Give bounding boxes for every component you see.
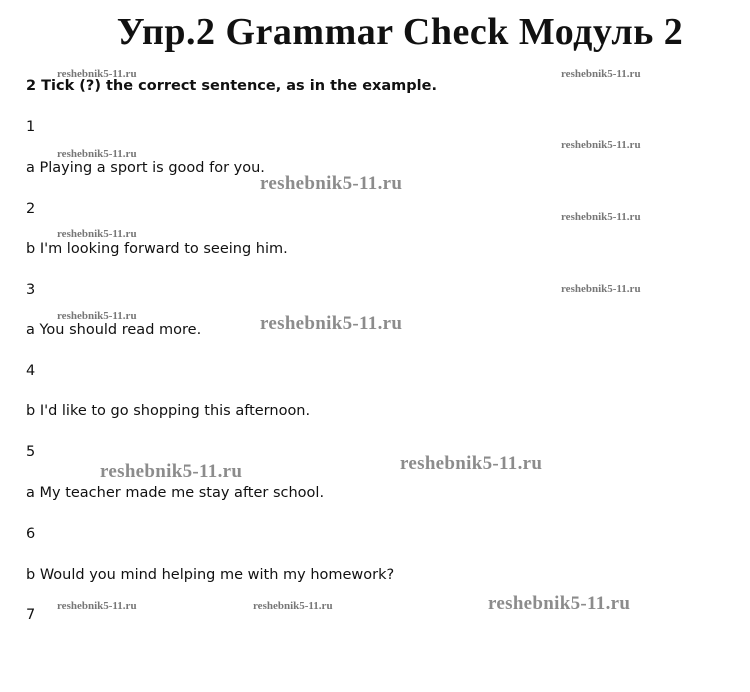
watermark: reshebnik5-11.ru <box>260 173 403 194</box>
watermark: reshebnik5-11.ru <box>561 211 641 223</box>
watermark: reshebnik5-11.ru <box>57 600 137 612</box>
item-number-3: 3 <box>26 282 36 298</box>
watermark: reshebnik5-11.ru <box>561 283 641 295</box>
item-answer-3: a You should read more. <box>26 322 202 338</box>
watermark: reshebnik5-11.ru <box>100 461 243 482</box>
item-answer-6: b Would you mind helping me with my homework? <box>26 567 395 583</box>
item-number-5: 5 <box>26 444 36 460</box>
watermark: reshebnik5-11.ru <box>561 139 641 151</box>
item-answer-1: a Playing a sport is good for you. <box>26 160 265 176</box>
item-number-4: 4 <box>26 363 36 379</box>
exercise-instruction: 2 Tick (?) the correct sentence, as in the example. <box>26 78 437 94</box>
item-answer-4: b I'd like to go shopping this afternoon. <box>26 403 311 419</box>
item-number-7: 7 <box>26 607 36 623</box>
watermark: reshebnik5-11.ru <box>57 228 137 240</box>
page-title: Упр.2 Grammar Check Модуль 2 <box>116 11 684 53</box>
item-number-6: 6 <box>26 526 36 542</box>
watermark: reshebnik5-11.ru <box>561 68 641 80</box>
watermark: reshebnik5-11.ru <box>57 148 137 160</box>
item-number-2: 2 <box>26 201 36 217</box>
watermark: reshebnik5-11.ru <box>260 313 403 334</box>
item-answer-5: a My teacher made me stay after school. <box>26 485 325 501</box>
watermark: reshebnik5-11.ru <box>57 310 137 322</box>
item-answer-2: b I'm looking forward to seeing him. <box>26 241 288 257</box>
watermark: reshebnik5-11.ru <box>488 593 631 614</box>
watermark: reshebnik5-11.ru <box>57 68 137 80</box>
watermark: reshebnik5-11.ru <box>400 453 543 474</box>
item-number-1: 1 <box>26 119 36 135</box>
watermark: reshebnik5-11.ru <box>253 600 333 612</box>
